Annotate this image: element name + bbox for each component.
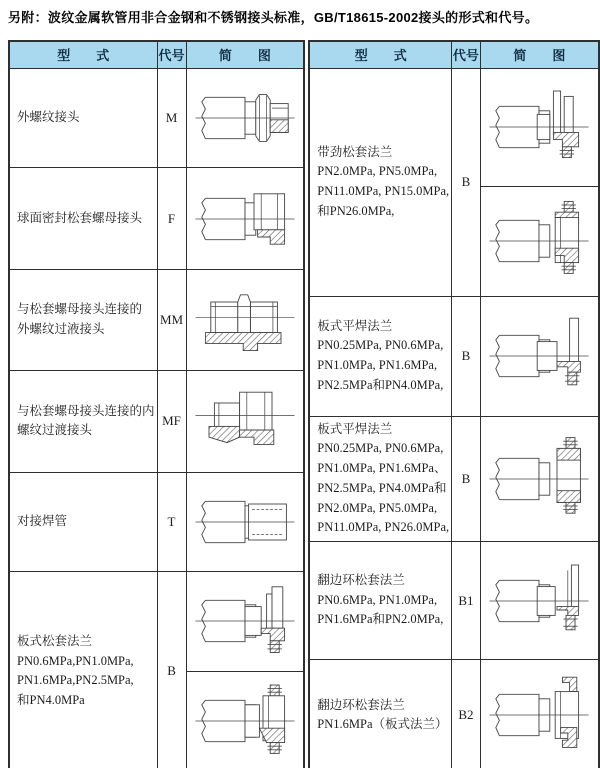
table-row [9, 371, 304, 472]
type-cell [309, 416, 451, 542]
type-line: PN1.6MPa和PN2.0MPa, [317, 612, 444, 627]
type-line: PN1.0MPa, PN1.6MPa、 [317, 461, 447, 475]
type-cell [9, 371, 157, 472]
type-cell [9, 572, 157, 768]
column-header-diagram: 简 图 [186, 41, 304, 68]
table-row [309, 542, 599, 660]
type-line: 球面密封松套螺母接头 [17, 210, 143, 225]
male-thread-adapter-nipple-diagram [191, 274, 299, 366]
type-line: 外螺纹接头 [17, 110, 80, 125]
table-row [9, 269, 304, 370]
diagram-cell [480, 186, 599, 296]
diagram-cell [186, 68, 304, 167]
code-cell: M [157, 68, 186, 167]
code-cell: B [452, 416, 480, 542]
type-line: PN0.6MPa,PN1.0MPa, [17, 653, 134, 668]
neck-loose-flange-back-diagram [485, 195, 593, 287]
type-line: 外螺纹过液接头 [17, 321, 105, 336]
type-line: 翻边环松套法兰 [317, 572, 405, 587]
type-cell [309, 660, 451, 768]
type-line: PN2.5MPa, PN4.0MPa和 [317, 480, 447, 495]
type-line: PN1.6MPa（板式法兰） [317, 717, 448, 732]
column-header-code: 代号 [452, 41, 480, 68]
column-header-diagram: 简 图 [480, 41, 599, 68]
type-line: 板式平焊法兰 [317, 318, 393, 333]
type-cell [309, 68, 451, 296]
table-row [9, 472, 304, 571]
header-row [9, 41, 304, 68]
diagram-cell [186, 168, 304, 269]
column-header-type: 型 式 [309, 41, 451, 68]
diagram-cell [186, 671, 304, 768]
type-line: PN1.6MPa,PN2.5MPa, [17, 673, 134, 688]
code-cell: F [157, 168, 186, 269]
neck-loose-flange-front-diagram [485, 81, 593, 173]
table-row [309, 296, 599, 416]
code-cell: B [452, 296, 480, 416]
code-cell: B2 [452, 660, 480, 768]
code-cell: B [157, 572, 186, 768]
table-row [9, 168, 304, 269]
plate-loose-flange-front-diagram [191, 575, 299, 667]
type-cell [309, 296, 451, 416]
code-cell: B1 [452, 542, 480, 660]
type-line: PN11.0MPa, PN26.0MPa, [317, 520, 450, 535]
type-cell [309, 542, 451, 660]
table-row [9, 572, 304, 671]
table-row [309, 416, 599, 542]
type-line: PN0.25MPa, PN0.6MPa, [317, 441, 444, 456]
type-line: PN2.0MPa, PN5.0MPa, [317, 500, 438, 515]
type-cell [9, 68, 157, 167]
sphere-seal-union-nut-fitting-diagram [191, 173, 299, 265]
right-fittings-table [308, 40, 600, 768]
type-line: 翻边环松套法兰 [317, 697, 405, 712]
type-line: 板式平焊法兰 [317, 421, 393, 436]
diagram-cell [186, 371, 304, 472]
table-row [309, 68, 599, 186]
diagram-cell [480, 68, 599, 186]
type-line: PN2.0MPa, PN5.0MPa, [317, 164, 438, 179]
diagram-cell [480, 416, 599, 542]
lapped-ring-loose-flange-diagram [485, 555, 593, 647]
type-cell [9, 168, 157, 269]
type-line: 和PN26.0MPa, [317, 203, 395, 218]
diagram-cell [480, 660, 599, 768]
type-line: PN1.0MPa, PN1.6MPa, [317, 358, 438, 372]
column-header-code: 代号 [157, 41, 186, 68]
type-cell [9, 472, 157, 571]
diagram-cell [186, 572, 304, 671]
flat-weld-flange-back-diagram [485, 433, 593, 525]
female-thread-adapter-diagram [191, 375, 299, 467]
type-line: PN2.5MPa和PN4.0MPa, [317, 377, 444, 392]
type-line: PN11.0MPa, PN15.0MPa, [317, 184, 450, 198]
table-row [9, 68, 304, 167]
page-title: 另附：波纹金属软管用非合金钢和不锈钢接头标准，GB/T18615-2002接头的形式和代号。 [8, 10, 539, 25]
type-line: 板式松套法兰 [17, 633, 93, 648]
type-line: PN0.25MPa, PN0.6MPa, [317, 338, 444, 353]
code-cell: T [157, 472, 186, 571]
type-line: 带劲松套法兰 [317, 144, 393, 159]
left-fittings-table [8, 40, 305, 768]
diagram-cell [186, 269, 304, 370]
type-line: PN0.6MPa, PN1.0MPa, [317, 592, 438, 607]
type-cell [9, 269, 157, 370]
column-header-type: 型 式 [9, 41, 157, 68]
lapped-ring-loose-flange-plate-diagram [485, 669, 593, 761]
tables-container [8, 40, 600, 768]
code-cell: MM [157, 269, 186, 370]
plate-loose-flange-back-diagram [191, 675, 299, 767]
male-thread-fitting-diagram [191, 72, 299, 164]
diagram-cell [480, 296, 599, 416]
code-cell: MF [157, 371, 186, 472]
flat-weld-flange-diagram [485, 310, 593, 402]
butt-weld-pipe-diagram [191, 476, 299, 568]
header-row [309, 41, 599, 68]
diagram-cell [480, 542, 599, 660]
type-line: 对接焊管 [17, 514, 68, 528]
type-line: 与松套螺母接头连接的 [17, 302, 143, 317]
type-line: 螺纹过渡接头 [17, 423, 93, 438]
type-line: 和PN4.0MPa [17, 693, 85, 708]
code-cell: B [452, 68, 480, 296]
table-row [309, 660, 599, 768]
diagram-cell [186, 472, 304, 571]
type-line: 与松套螺母接头连接的内 [17, 403, 155, 418]
